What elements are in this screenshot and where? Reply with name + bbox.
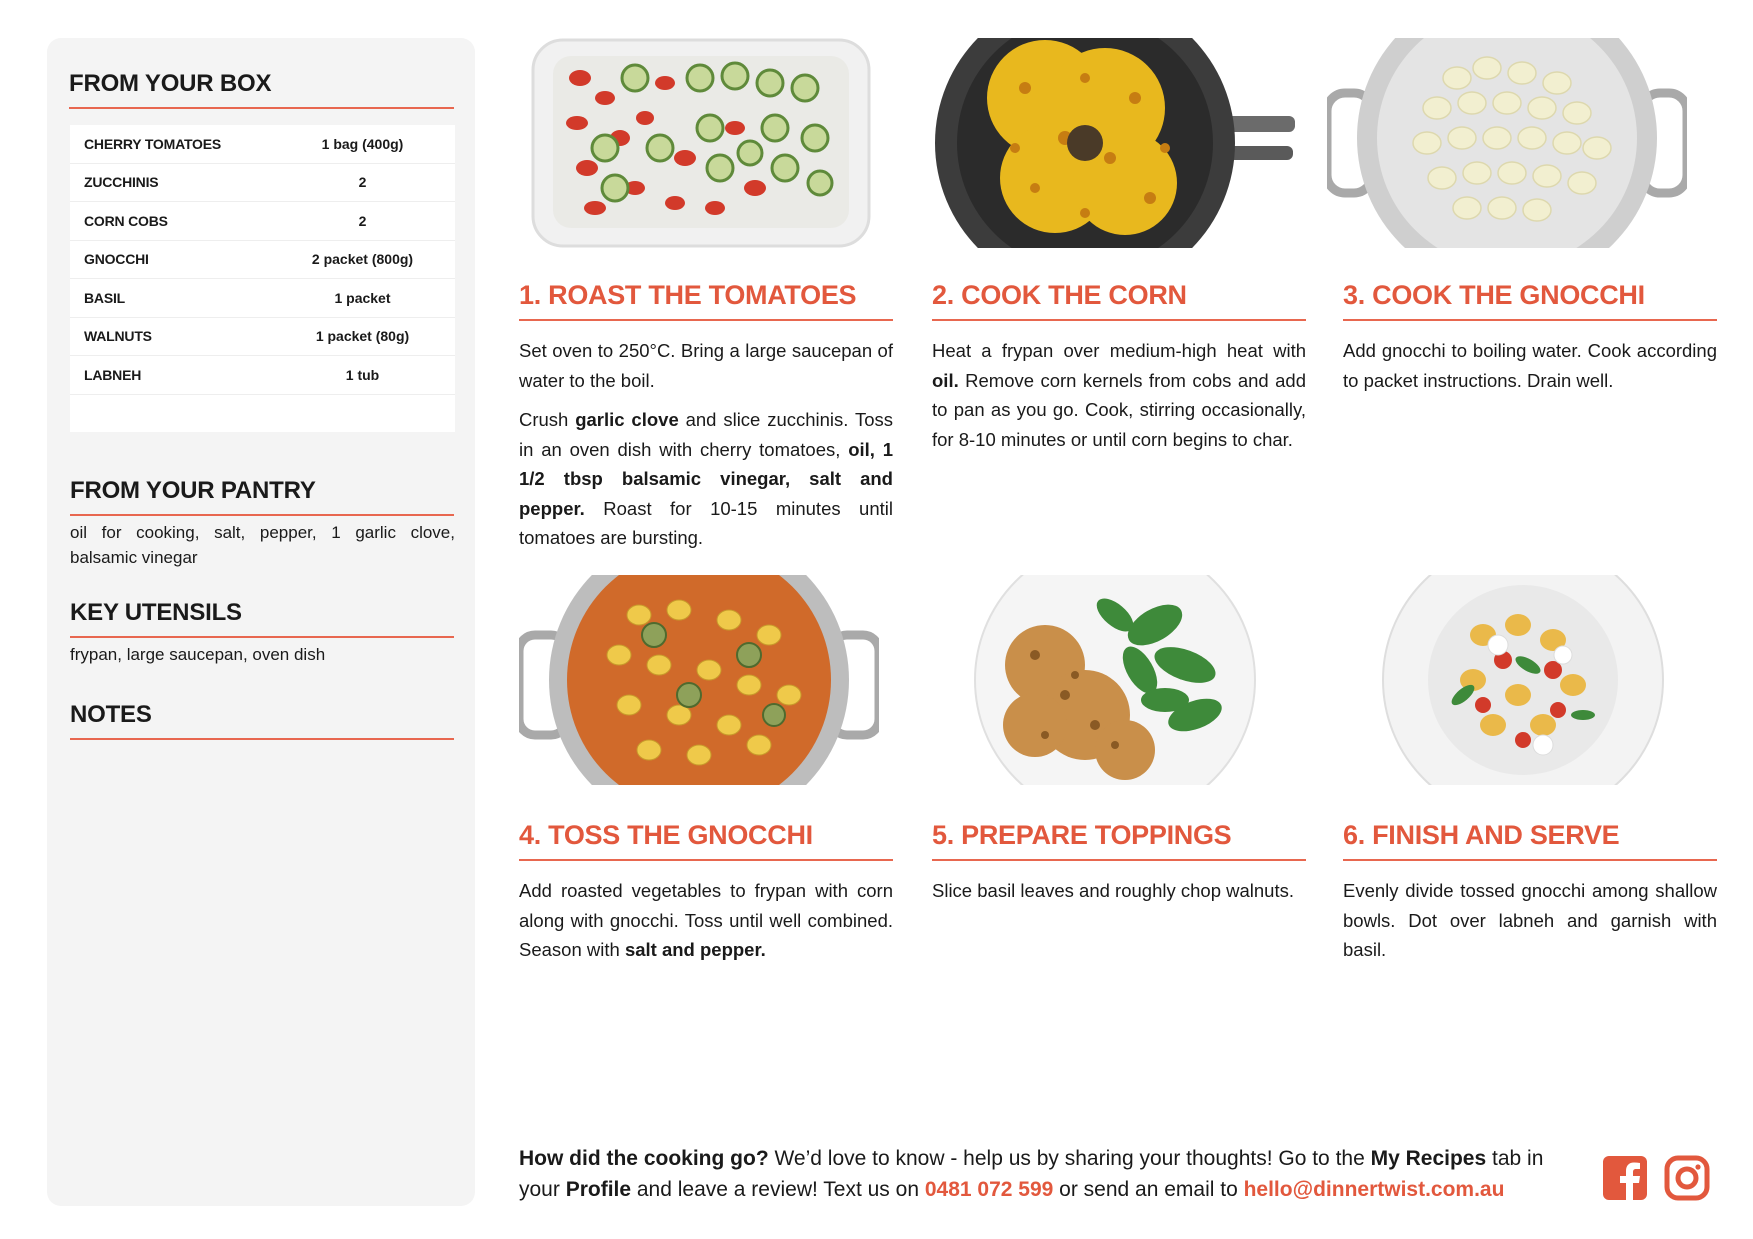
phone-link[interactable]: 0481 072 599	[924, 1178, 1054, 1201]
ingredient-name: WALNUTS	[84, 328, 152, 345]
step-2-text: Heat a frypan over medium-high heat with oil. Remove corn kernels from cobs and add to pan as you go. Cook, stirring occasionally, for 8-10 minutes or until corn begins to char.	[932, 340, 1306, 450]
ingredient-qty: 2	[358, 212, 367, 229]
step-3-title: 3. COOK THE GNOCCHI	[1343, 280, 1717, 321]
table-row	[70, 241, 455, 280]
table-row	[70, 356, 455, 395]
step-1-para-2: Crush garlic clove and slice zucchinis. Toss in an oven dish with cherry tomatoes, oil, 1 1/2 tbsp balsamic vinegar, salt and pepper. Roast for 10-15 minutes until tomatoes are bursting.	[519, 409, 893, 548]
step-6-title: 6. FINISH AND SERVE	[1343, 820, 1717, 861]
step-3-text: Add gnocchi to boiling water. Cook according to packet instructions. Drain well.	[1343, 340, 1717, 391]
ingredient-qty: 1 tub	[345, 366, 380, 383]
ingredient-qty: 1 packet	[334, 289, 391, 306]
profile-ref: Profile	[565, 1178, 632, 1201]
table-row	[70, 279, 455, 318]
step-1-text	[519, 336, 893, 563]
ingredient-name: LABNEH	[84, 366, 142, 383]
step-5-title: 5. PREPARE TOPPINGS	[932, 820, 1306, 861]
ingredients-sidebar	[47, 38, 475, 1206]
ingredient-name: BASIL	[84, 289, 126, 306]
my-recipes-ref: My Recipes	[1370, 1147, 1487, 1170]
ingredient-name: ZUCCHINIS	[84, 174, 159, 191]
step-1-title: 1. ROAST THE TOMATOES	[519, 280, 893, 321]
notes-heading: NOTES	[70, 701, 454, 740]
from-box-heading: FROM YOUR BOX	[69, 70, 454, 109]
ingredient-name: CHERRY TOMATOES	[84, 135, 222, 152]
toppings-photo	[935, 575, 1295, 785]
ingredient-name: CORN COBS	[84, 212, 168, 229]
facebook-icon[interactable]	[1602, 1155, 1648, 1201]
box-ingredients-table	[70, 125, 455, 432]
table-row	[70, 202, 455, 241]
ingredient-qty: 1 packet (80g)	[315, 328, 410, 345]
step-6-text: Evenly divide tossed gnocchi among shallow bowls. Dot over labneh and garnish with basil.	[1343, 880, 1717, 960]
table-row	[70, 164, 455, 203]
utensils-text: frypan, large saucepan, oven dish	[70, 645, 326, 664]
table-row	[70, 125, 455, 164]
utensils-heading: KEY UTENSILS	[70, 599, 454, 638]
step-5-text: Slice basil leaves and roughly chop walnuts.	[932, 880, 1294, 901]
drain-gnocchi-photo	[1327, 38, 1687, 248]
toss-gnocchi-photo	[519, 575, 879, 785]
ingredient-qty: 1 bag (400g)	[321, 135, 404, 152]
roast-tomatoes-photo	[525, 38, 885, 248]
feedback-question: How did the cooking go?	[519, 1147, 769, 1170]
step-2-title: 2. COOK THE CORN	[932, 280, 1306, 321]
step-1-para-1: Set oven to 250°C. Bring a large saucepan of water to the boil.	[519, 340, 893, 391]
email-link[interactable]: hello@dinnertwist.com.au	[1243, 1178, 1505, 1201]
step-4-title: 4. TOSS THE GNOCCHI	[519, 820, 893, 861]
instagram-icon[interactable]	[1664, 1155, 1710, 1201]
ingredient-qty: 2 packet (800g)	[311, 251, 414, 268]
pantry-heading: FROM YOUR PANTRY	[70, 477, 454, 516]
ingredient-qty: 2	[358, 174, 367, 191]
serve-bowl-photo	[1343, 575, 1703, 785]
step-4-text: Add roasted vegetables to frypan with corn along with gnocchi. Toss until well combined. Season with salt and pepper.	[519, 880, 893, 960]
table-row	[70, 318, 455, 357]
cook-corn-photo	[935, 38, 1295, 248]
pantry-text: oil for cooking, salt, pepper, 1 garlic clove, balsamic vinegar	[70, 523, 455, 567]
ingredient-name: GNOCCHI	[84, 251, 149, 268]
feedback-footer: How did the cooking go? We’d love to know - help us by sharing your thoughts! Go to the My Recipes tab in your Profile and leave a review! Text us on 0481 072 599 or send an email to hello@dinnertwist.com.au	[519, 1147, 1544, 1201]
